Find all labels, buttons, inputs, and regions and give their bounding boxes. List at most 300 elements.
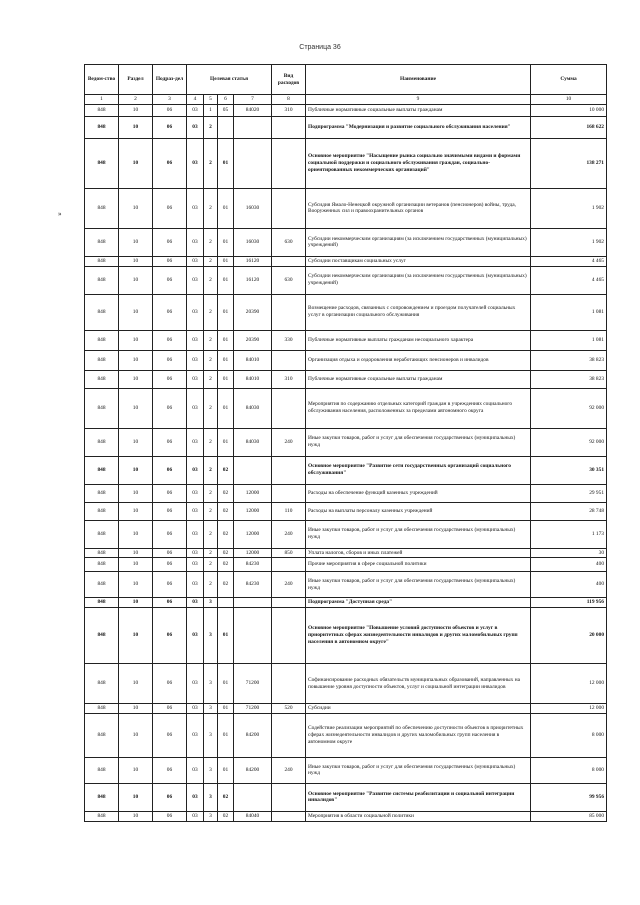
header-vid: Вид расходов bbox=[272, 65, 306, 95]
cell-target-activity: 01 bbox=[218, 256, 234, 266]
cell-podrazdel: 06 bbox=[153, 330, 187, 350]
cell-sum: 1 081 bbox=[531, 330, 607, 350]
table-row bbox=[85, 783, 607, 811]
cell-name: Основное мероприятие "Развитие системы реабилитации и социальной интеграции инвалидов" bbox=[306, 783, 531, 811]
cell-podrazdel: 06 bbox=[153, 188, 187, 228]
cell-razdel: 10 bbox=[119, 456, 153, 484]
cell-ved: 848 bbox=[85, 456, 119, 484]
cell-podrazdel: 06 bbox=[153, 428, 187, 456]
col-number: 10 bbox=[531, 95, 607, 105]
cell-expense-type bbox=[272, 713, 306, 757]
cell-podrazdel: 06 bbox=[153, 456, 187, 484]
cell-podrazdel: 06 bbox=[153, 713, 187, 757]
cell-name: Основное мероприятие "Повышение условий доступности объектов и услуг в приоритетных сферах жизнедеятельности инвалидов и других маломобильных групп населения в автономном округе" bbox=[306, 608, 531, 664]
cell-target-direction: 16030 bbox=[234, 188, 272, 228]
cell-razdel: 10 bbox=[119, 266, 153, 294]
cell-target-program: 03 bbox=[187, 704, 204, 714]
cell-target-activity: 01 bbox=[218, 388, 234, 428]
cell-sum: 29 951 bbox=[531, 484, 607, 502]
cell-target-direction: 71200 bbox=[234, 664, 272, 704]
cell-target-direction: 12000 bbox=[234, 484, 272, 502]
cell-name: Содействие реализации мероприятий по обеспечению доступности объектов в приоритетных сферах жизнедеятельности инвалидов и других маломобильных групп населения в автономном округе bbox=[306, 713, 531, 757]
cell-name: Расходы на обеспечение функций казенных учреждений bbox=[306, 484, 531, 502]
cell-podrazdel: 06 bbox=[153, 256, 187, 266]
cell-expense-type bbox=[272, 350, 306, 370]
cell-razdel: 10 bbox=[119, 104, 153, 116]
cell-target-direction: 84010 bbox=[234, 350, 272, 370]
cell-target-activity: 01 bbox=[218, 370, 234, 388]
cell-target-subprogram: 3 bbox=[204, 783, 218, 811]
cell-razdel: 10 bbox=[119, 330, 153, 350]
cell-razdel: 10 bbox=[119, 608, 153, 664]
cell-expense-type: 520 bbox=[272, 704, 306, 714]
cell-target-subprogram: 2 bbox=[204, 456, 218, 484]
table-row bbox=[85, 350, 607, 370]
cell-target-subprogram: 2 bbox=[204, 572, 218, 598]
cell-target-subprogram: 2 bbox=[204, 294, 218, 330]
cell-name: Публичные нормативные социальные выплаты гражданам bbox=[306, 104, 531, 116]
cell-target-activity bbox=[218, 598, 234, 608]
cell-expense-type bbox=[272, 388, 306, 428]
cell-target-activity: 02 bbox=[218, 456, 234, 484]
cell-ved: 848 bbox=[85, 350, 119, 370]
cell-razdel: 10 bbox=[119, 502, 153, 520]
header-name: Наименование bbox=[306, 65, 531, 95]
cell-target-subprogram: 2 bbox=[204, 188, 218, 228]
table-row bbox=[85, 138, 607, 188]
cell-sum: 85 000 bbox=[531, 811, 607, 821]
cell-target-activity: 01 bbox=[218, 294, 234, 330]
cell-name: Мероприятия по содержанию отдельных категорий граждан в учреждениях социального обслуживания населения, расположенных за пределами автономного округа bbox=[306, 388, 531, 428]
cell-sum: 138 271 bbox=[531, 138, 607, 188]
table-row bbox=[85, 811, 607, 821]
cell-podrazdel: 06 bbox=[153, 811, 187, 821]
cell-ved: 848 bbox=[85, 664, 119, 704]
cell-name: Субсидии поставщикам социальных услуг bbox=[306, 256, 531, 266]
cell-target-program: 03 bbox=[187, 370, 204, 388]
cell-sum: 10 000 bbox=[531, 104, 607, 116]
cell-name: Подпрограмма "Доступная среда" bbox=[306, 598, 531, 608]
table-row bbox=[85, 548, 607, 558]
cell-sum: 30 351 bbox=[531, 456, 607, 484]
cell-expense-type bbox=[272, 783, 306, 811]
cell-podrazdel: 06 bbox=[153, 608, 187, 664]
cell-podrazdel: 06 bbox=[153, 266, 187, 294]
cell-ved: 848 bbox=[85, 138, 119, 188]
cell-target-subprogram: 3 bbox=[204, 811, 218, 821]
cell-target-program: 03 bbox=[187, 520, 204, 548]
cell-target-direction bbox=[234, 138, 272, 188]
cell-ved: 848 bbox=[85, 757, 119, 783]
cell-ved: 848 bbox=[85, 520, 119, 548]
cell-target-activity: 01 bbox=[218, 266, 234, 294]
cell-sum: 12 000 bbox=[531, 704, 607, 714]
cell-ved: 848 bbox=[85, 502, 119, 520]
cell-target-activity: 02 bbox=[218, 484, 234, 502]
margin-mark: » bbox=[58, 210, 62, 218]
cell-ved: 848 bbox=[85, 116, 119, 138]
cell-target-direction: 84230 bbox=[234, 572, 272, 598]
cell-target-activity: 01 bbox=[218, 664, 234, 704]
cell-sum: 4 465 bbox=[531, 266, 607, 294]
cell-target-subprogram: 2 bbox=[204, 116, 218, 138]
table-row bbox=[85, 188, 607, 228]
cell-target-subprogram: 1 bbox=[204, 104, 218, 116]
table-row bbox=[85, 456, 607, 484]
cell-target-program: 03 bbox=[187, 598, 204, 608]
cell-razdel: 10 bbox=[119, 428, 153, 456]
col-number: 2 bbox=[119, 95, 153, 105]
header-sum: Сумма bbox=[531, 65, 607, 95]
cell-target-program: 03 bbox=[187, 608, 204, 664]
cell-razdel: 10 bbox=[119, 520, 153, 548]
cell-target-direction: 16030 bbox=[234, 228, 272, 256]
cell-target-subprogram: 2 bbox=[204, 428, 218, 456]
cell-expense-type: 240 bbox=[272, 520, 306, 548]
cell-target-activity: 01 bbox=[218, 330, 234, 350]
cell-name: Иные закупки товаров, работ и услуг для обеспечения государственных (муниципальных) нужд bbox=[306, 572, 531, 598]
cell-ved: 848 bbox=[85, 256, 119, 266]
table-row bbox=[85, 104, 607, 116]
cell-sum: 1 173 bbox=[531, 520, 607, 548]
cell-podrazdel: 06 bbox=[153, 558, 187, 572]
cell-target-direction: 20390 bbox=[234, 330, 272, 350]
cell-target-program: 03 bbox=[187, 228, 204, 256]
cell-target-program: 03 bbox=[187, 294, 204, 330]
cell-name: Иные закупки товаров, работ и услуг для обеспечения государственных (муниципальных) нужд bbox=[306, 520, 531, 548]
table-body bbox=[85, 104, 607, 821]
cell-target-activity bbox=[218, 116, 234, 138]
column-number-row bbox=[85, 95, 607, 105]
cell-sum: 1 902 bbox=[531, 228, 607, 256]
table-row bbox=[85, 330, 607, 350]
cell-target-activity: 02 bbox=[218, 548, 234, 558]
cell-name: Подпрограмма "Модернизация и развитие социального обслуживания населения" bbox=[306, 116, 531, 138]
cell-target-direction: 16120 bbox=[234, 256, 272, 266]
cell-name: Уплата налогов, сборов и иных платежей bbox=[306, 548, 531, 558]
cell-target-direction: 84200 bbox=[234, 757, 272, 783]
cell-target-direction bbox=[234, 116, 272, 138]
cell-name: Прочие мероприятия в сфере социальной политики bbox=[306, 558, 531, 572]
cell-target-program: 03 bbox=[187, 388, 204, 428]
cell-podrazdel: 06 bbox=[153, 294, 187, 330]
cell-name: Расходы на выплаты персоналу казенных учреждений bbox=[306, 502, 531, 520]
cell-target-subprogram: 3 bbox=[204, 704, 218, 714]
cell-podrazdel: 06 bbox=[153, 370, 187, 388]
cell-ved: 848 bbox=[85, 330, 119, 350]
cell-target-activity: 02 bbox=[218, 520, 234, 548]
cell-target-program: 03 bbox=[187, 713, 204, 757]
cell-ved: 848 bbox=[85, 104, 119, 116]
cell-target-activity: 01 bbox=[218, 713, 234, 757]
cell-podrazdel: 06 bbox=[153, 664, 187, 704]
cell-ved: 848 bbox=[85, 294, 119, 330]
cell-target-program: 03 bbox=[187, 138, 204, 188]
cell-target-program: 03 bbox=[187, 188, 204, 228]
cell-target-direction bbox=[234, 783, 272, 811]
cell-podrazdel: 06 bbox=[153, 598, 187, 608]
cell-podrazdel: 06 bbox=[153, 572, 187, 598]
cell-target-subprogram: 2 bbox=[204, 520, 218, 548]
cell-target-subprogram: 2 bbox=[204, 558, 218, 572]
header-target: Целевая статья bbox=[187, 65, 272, 95]
cell-sum: 400 bbox=[531, 572, 607, 598]
table-row bbox=[85, 713, 607, 757]
cell-expense-type bbox=[272, 558, 306, 572]
table-row bbox=[85, 388, 607, 428]
cell-expense-type bbox=[272, 188, 306, 228]
cell-target-subprogram: 3 bbox=[204, 598, 218, 608]
cell-target-activity: 01 bbox=[218, 704, 234, 714]
cell-sum: 92 000 bbox=[531, 428, 607, 456]
cell-ved: 848 bbox=[85, 608, 119, 664]
cell-target-activity: 01 bbox=[218, 608, 234, 664]
cell-target-direction: 84200 bbox=[234, 713, 272, 757]
cell-ved: 848 bbox=[85, 572, 119, 598]
cell-target-subprogram: 2 bbox=[204, 548, 218, 558]
cell-target-program: 03 bbox=[187, 456, 204, 484]
table-row bbox=[85, 608, 607, 664]
cell-target-activity: 02 bbox=[218, 558, 234, 572]
cell-target-direction: 12000 bbox=[234, 520, 272, 548]
cell-sum: 28 748 bbox=[531, 502, 607, 520]
cell-target-subprogram: 3 bbox=[204, 757, 218, 783]
cell-sum: 4 465 bbox=[531, 256, 607, 266]
cell-podrazdel: 06 bbox=[153, 484, 187, 502]
cell-ved: 848 bbox=[85, 713, 119, 757]
table-row bbox=[85, 704, 607, 714]
cell-target-program: 03 bbox=[187, 757, 204, 783]
cell-target-direction: 84020 bbox=[234, 104, 272, 116]
cell-expense-type: 630 bbox=[272, 228, 306, 256]
cell-target-subprogram: 2 bbox=[204, 370, 218, 388]
cell-target-direction bbox=[234, 608, 272, 664]
cell-sum: 12 000 bbox=[531, 664, 607, 704]
table-row bbox=[85, 294, 607, 330]
cell-name: Субсидии bbox=[306, 704, 531, 714]
cell-expense-type bbox=[272, 811, 306, 821]
cell-target-subprogram: 2 bbox=[204, 502, 218, 520]
cell-target-subprogram: 2 bbox=[204, 138, 218, 188]
table-row bbox=[85, 598, 607, 608]
col-number: 7 bbox=[234, 95, 272, 105]
cell-name: Субсидии некоммерческим организациям (за исключением государственных (муниципальных) учреждений) bbox=[306, 266, 531, 294]
cell-ved: 848 bbox=[85, 370, 119, 388]
cell-expense-type bbox=[272, 256, 306, 266]
cell-razdel: 10 bbox=[119, 757, 153, 783]
cell-target-direction: 84030 bbox=[234, 388, 272, 428]
cell-razdel: 10 bbox=[119, 783, 153, 811]
cell-expense-type bbox=[272, 598, 306, 608]
cell-expense-type: 240 bbox=[272, 757, 306, 783]
cell-target-direction: 84230 bbox=[234, 558, 272, 572]
cell-razdel: 10 bbox=[119, 188, 153, 228]
cell-razdel: 10 bbox=[119, 558, 153, 572]
cell-sum: 1 902 bbox=[531, 188, 607, 228]
table-row bbox=[85, 256, 607, 266]
cell-target-program: 03 bbox=[187, 484, 204, 502]
cell-expense-type bbox=[272, 608, 306, 664]
col-number: 9 bbox=[306, 95, 531, 105]
cell-target-activity: 01 bbox=[218, 228, 234, 256]
cell-name: Иные закупки товаров, работ и услуг для обеспечения государственных (муниципальных) нужд bbox=[306, 428, 531, 456]
cell-target-activity: 01 bbox=[218, 428, 234, 456]
col-number: 3 bbox=[153, 95, 187, 105]
cell-razdel: 10 bbox=[119, 294, 153, 330]
cell-name: Организация отдыха и оздоровления неработающих пенсионеров и инвалидов bbox=[306, 350, 531, 370]
cell-target-activity: 02 bbox=[218, 783, 234, 811]
cell-target-program: 03 bbox=[187, 256, 204, 266]
header-podrazdel: Подраз-дел bbox=[153, 65, 187, 95]
cell-sum: 20 000 bbox=[531, 608, 607, 664]
table-row bbox=[85, 558, 607, 572]
cell-target-activity: 02 bbox=[218, 572, 234, 598]
cell-target-program: 03 bbox=[187, 783, 204, 811]
cell-ved: 848 bbox=[85, 548, 119, 558]
table-row bbox=[85, 228, 607, 256]
cell-name: Иные закупки товаров, работ и услуг для обеспечения государственных (муниципальных) нужд bbox=[306, 757, 531, 783]
table-row bbox=[85, 266, 607, 294]
cell-expense-type bbox=[272, 138, 306, 188]
cell-target-subprogram: 2 bbox=[204, 330, 218, 350]
cell-name: Публичные нормативные социальные выплаты гражданам bbox=[306, 370, 531, 388]
col-number: 6 bbox=[218, 95, 234, 105]
cell-target-activity: 02 bbox=[218, 502, 234, 520]
cell-target-direction bbox=[234, 456, 272, 484]
cell-name: Мероприятия в области социальной политики bbox=[306, 811, 531, 821]
cell-razdel: 10 bbox=[119, 116, 153, 138]
cell-target-subprogram: 3 bbox=[204, 713, 218, 757]
cell-target-direction: 12000 bbox=[234, 502, 272, 520]
cell-expense-type bbox=[272, 456, 306, 484]
cell-target-program: 03 bbox=[187, 502, 204, 520]
cell-target-activity: 01 bbox=[218, 757, 234, 783]
cell-expense-type: 330 bbox=[272, 330, 306, 350]
table-row bbox=[85, 370, 607, 388]
cell-name: Субсидия Ямало-Ненецкой окружной организации ветеранов (пенсионеров) войны, труда, Вооруженных сил и правоохранительных органов bbox=[306, 188, 531, 228]
cell-ved: 848 bbox=[85, 811, 119, 821]
cell-name: Софинансирование расходных обязательств муниципальных образований, направленных на повышение уровня доступности объектов, услуг и социальной интеграции инвалидов bbox=[306, 664, 531, 704]
cell-ved: 848 bbox=[85, 266, 119, 294]
cell-podrazdel: 06 bbox=[153, 704, 187, 714]
cell-podrazdel: 06 bbox=[153, 138, 187, 188]
table-row bbox=[85, 484, 607, 502]
cell-name: Публичные нормативные выплаты гражданам несоциального характера bbox=[306, 330, 531, 350]
cell-target-program: 03 bbox=[187, 572, 204, 598]
cell-expense-type bbox=[272, 294, 306, 330]
cell-target-direction: 12000 bbox=[234, 548, 272, 558]
cell-ved: 848 bbox=[85, 388, 119, 428]
cell-razdel: 10 bbox=[119, 713, 153, 757]
cell-razdel: 10 bbox=[119, 664, 153, 704]
cell-sum: 8 000 bbox=[531, 757, 607, 783]
table-row bbox=[85, 572, 607, 598]
cell-target-program: 03 bbox=[187, 558, 204, 572]
cell-razdel: 10 bbox=[119, 598, 153, 608]
cell-sum: 30 bbox=[531, 548, 607, 558]
cell-expense-type bbox=[272, 116, 306, 138]
header-razdel: Раздел bbox=[119, 65, 153, 95]
cell-sum: 119 956 bbox=[531, 598, 607, 608]
cell-target-program: 03 bbox=[187, 548, 204, 558]
cell-expense-type: 240 bbox=[272, 428, 306, 456]
cell-target-subprogram: 3 bbox=[204, 664, 218, 704]
cell-target-program: 03 bbox=[187, 116, 204, 138]
cell-target-program: 03 bbox=[187, 104, 204, 116]
cell-name: Основное мероприятие "Развитие сети государственных организаций социального обслуживания" bbox=[306, 456, 531, 484]
cell-ved: 848 bbox=[85, 228, 119, 256]
cell-ved: 848 bbox=[85, 188, 119, 228]
budget-table bbox=[84, 64, 607, 822]
cell-name: Субсидии некоммерческим организациям (за исключением государственных (муниципальных) учреждений) bbox=[306, 228, 531, 256]
cell-razdel: 10 bbox=[119, 548, 153, 558]
header-row bbox=[85, 65, 607, 95]
cell-target-program: 03 bbox=[187, 428, 204, 456]
cell-target-program: 03 bbox=[187, 811, 204, 821]
cell-target-subprogram: 2 bbox=[204, 228, 218, 256]
cell-target-activity: 01 bbox=[218, 350, 234, 370]
cell-podrazdel: 06 bbox=[153, 502, 187, 520]
cell-sum: 400 bbox=[531, 558, 607, 572]
cell-podrazdel: 06 bbox=[153, 520, 187, 548]
page-number: Страница 36 bbox=[299, 44, 341, 51]
cell-target-subprogram: 2 bbox=[204, 350, 218, 370]
cell-podrazdel: 06 bbox=[153, 757, 187, 783]
col-number: 5 bbox=[204, 95, 218, 105]
cell-target-activity: 01 bbox=[218, 138, 234, 188]
cell-target-program: 03 bbox=[187, 330, 204, 350]
table-row bbox=[85, 520, 607, 548]
cell-target-subprogram: 2 bbox=[204, 266, 218, 294]
cell-ved: 848 bbox=[85, 428, 119, 456]
cell-razdel: 10 bbox=[119, 572, 153, 598]
cell-sum: 1 081 bbox=[531, 294, 607, 330]
cell-sum: 168 622 bbox=[531, 116, 607, 138]
cell-expense-type bbox=[272, 664, 306, 704]
cell-sum: 8 000 bbox=[531, 713, 607, 757]
cell-target-direction: 71200 bbox=[234, 704, 272, 714]
cell-razdel: 10 bbox=[119, 370, 153, 388]
cell-target-subprogram: 3 bbox=[204, 608, 218, 664]
cell-podrazdel: 06 bbox=[153, 350, 187, 370]
cell-razdel: 10 bbox=[119, 388, 153, 428]
table-row bbox=[85, 428, 607, 456]
cell-razdel: 10 bbox=[119, 228, 153, 256]
table-row bbox=[85, 664, 607, 704]
cell-expense-type: 310 bbox=[272, 104, 306, 116]
cell-podrazdel: 06 bbox=[153, 548, 187, 558]
cell-target-direction: 20390 bbox=[234, 294, 272, 330]
cell-expense-type bbox=[272, 484, 306, 502]
cell-podrazdel: 06 bbox=[153, 783, 187, 811]
cell-ved: 848 bbox=[85, 484, 119, 502]
cell-razdel: 10 bbox=[119, 484, 153, 502]
cell-expense-type: 630 bbox=[272, 266, 306, 294]
cell-ved: 848 bbox=[85, 598, 119, 608]
cell-target-direction: 84030 bbox=[234, 428, 272, 456]
cell-target-program: 03 bbox=[187, 350, 204, 370]
cell-sum: 99 956 bbox=[531, 783, 607, 811]
cell-razdel: 10 bbox=[119, 256, 153, 266]
cell-target-direction: 84010 bbox=[234, 370, 272, 388]
cell-ved: 848 bbox=[85, 783, 119, 811]
cell-target-direction bbox=[234, 598, 272, 608]
col-number: 4 bbox=[187, 95, 204, 105]
cell-razdel: 10 bbox=[119, 350, 153, 370]
cell-name: Возмещение расходов, связанных с сопровождением и проездом получателей социальных услуг в организации социального обслуживания bbox=[306, 294, 531, 330]
cell-target-program: 03 bbox=[187, 664, 204, 704]
cell-target-subprogram: 2 bbox=[204, 256, 218, 266]
